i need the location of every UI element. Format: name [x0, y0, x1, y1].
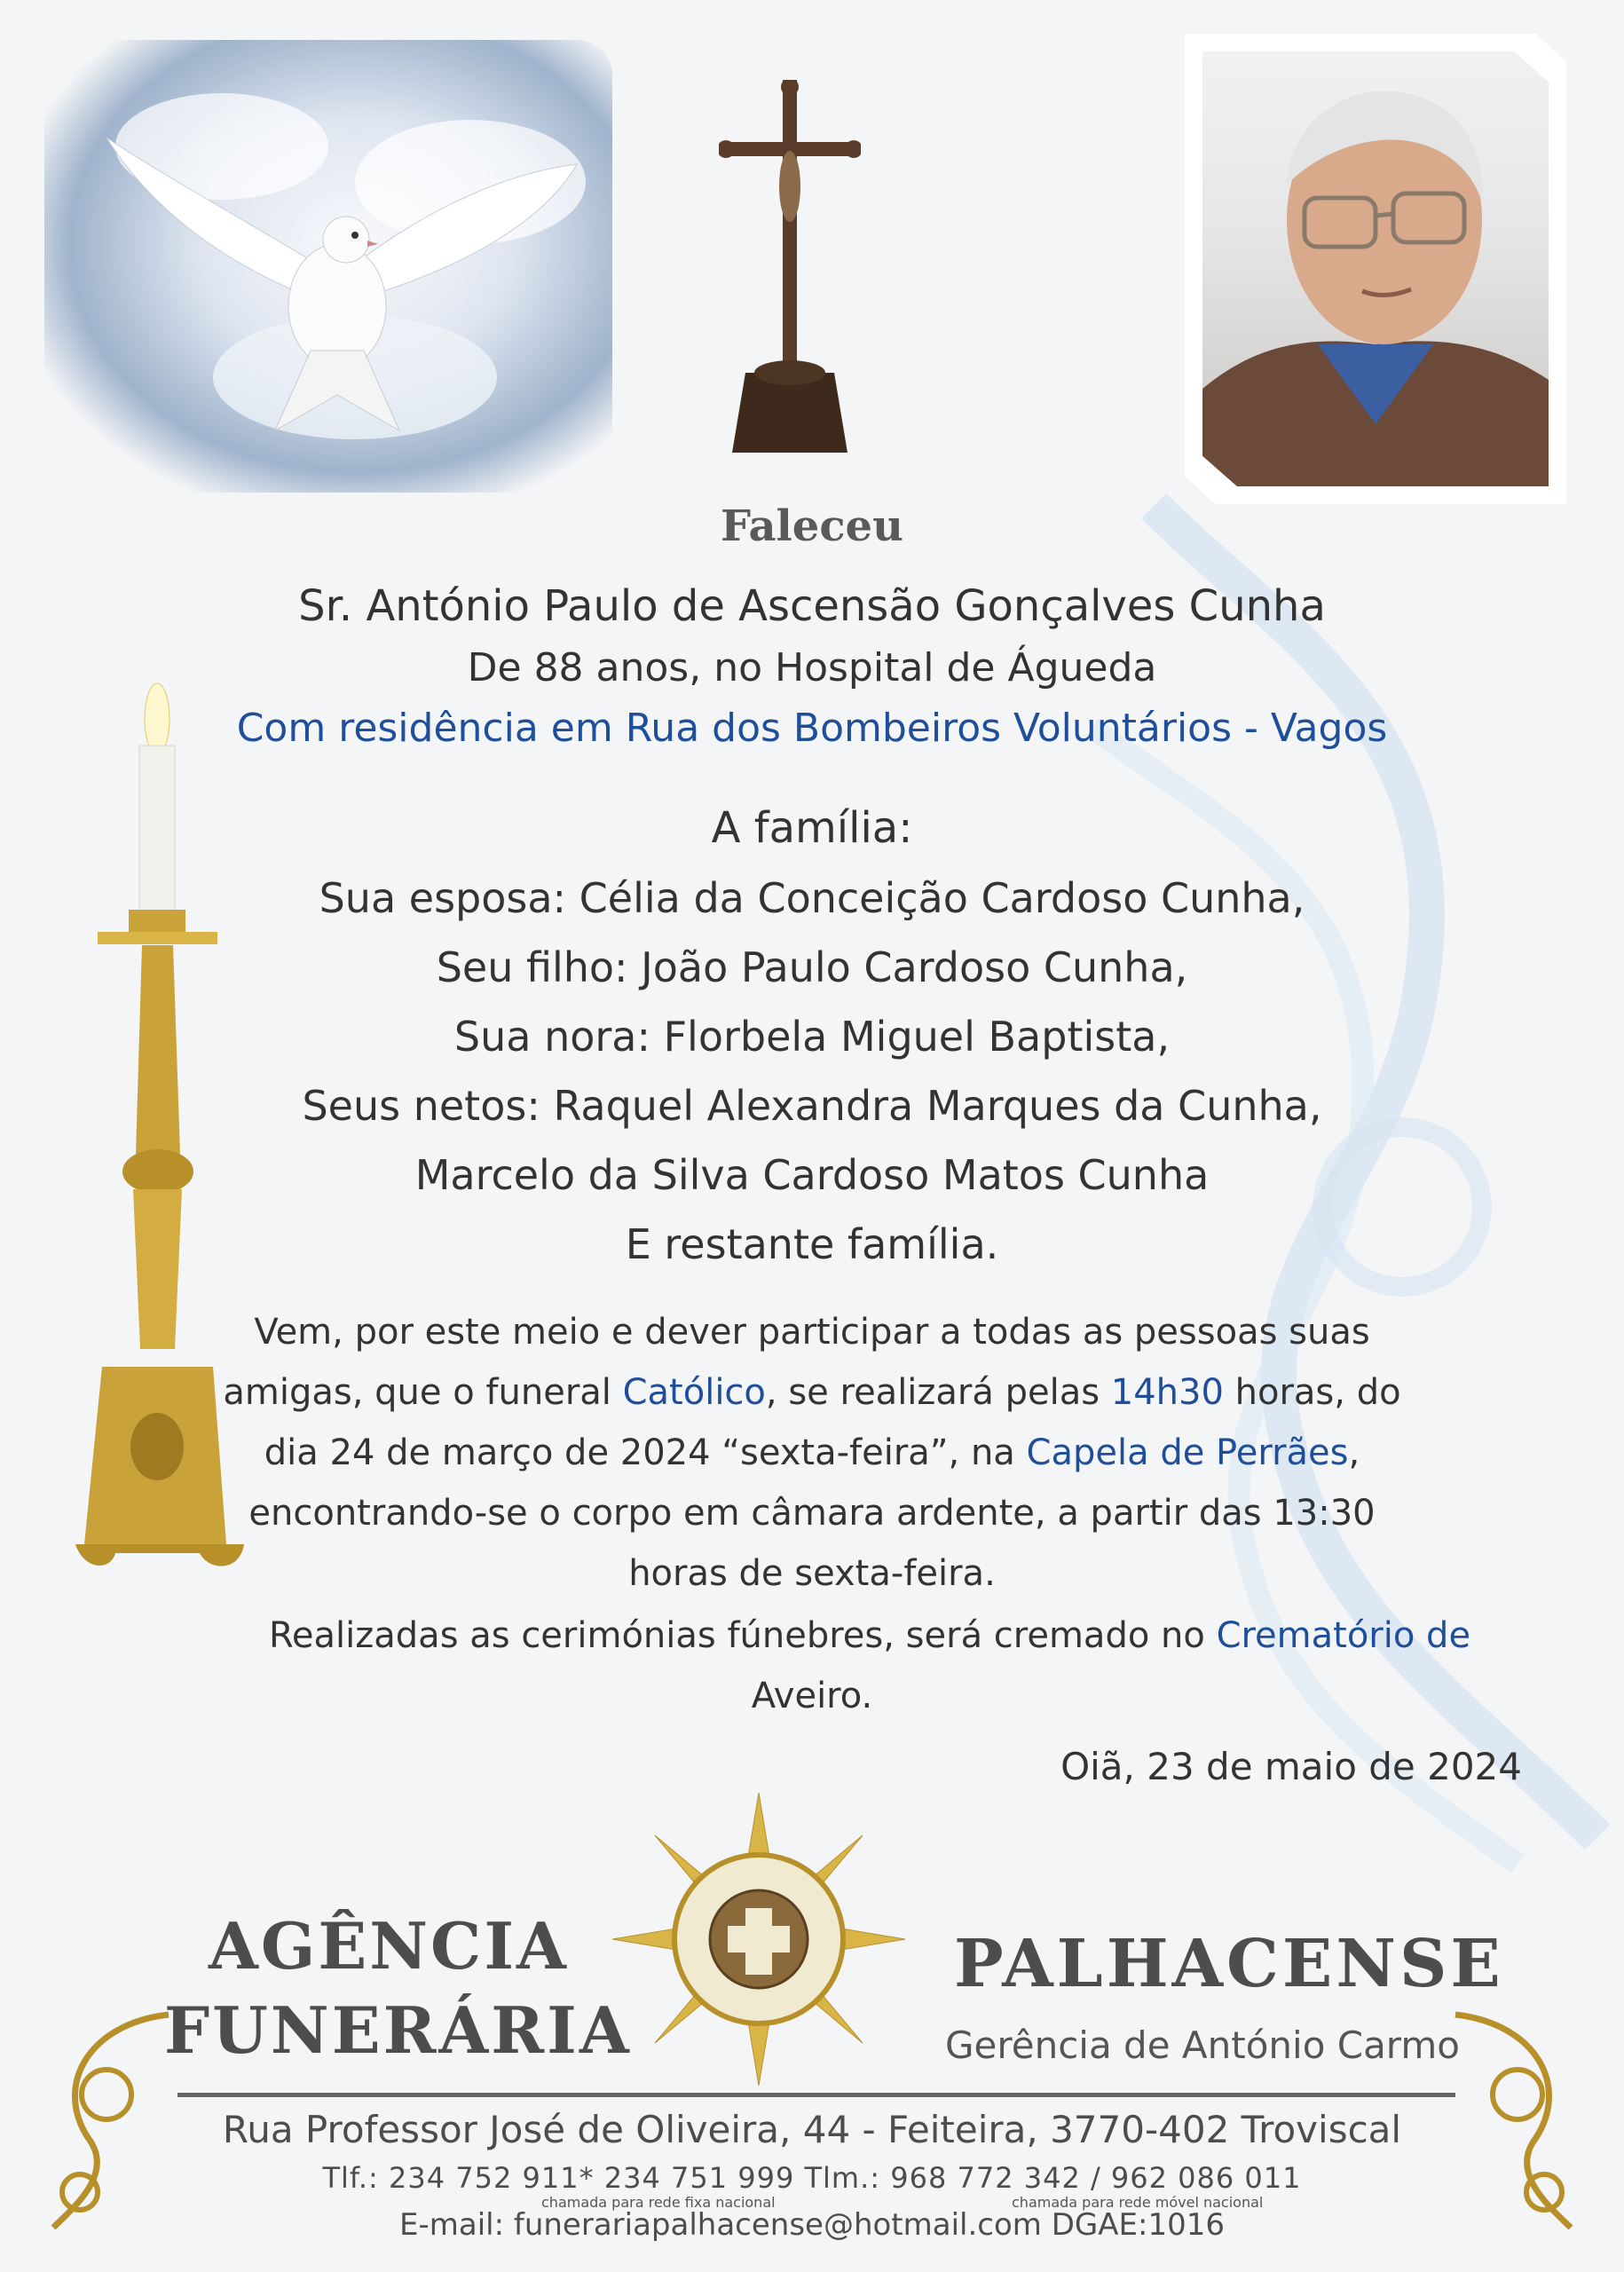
- crematory-name: Crematório de: [1216, 1615, 1471, 1656]
- announcement-line: Realizadas as cerimónias fúnebres, será cremado no Crematório de: [268, 1615, 1471, 1656]
- residence: Com residência em Rua dos Bombeiros Voluntários - Vagos: [236, 706, 1388, 751]
- family-line: Sua nora: Florbela Miguel Baptista,: [453, 1013, 1171, 1061]
- star-emblem-icon: [612, 1793, 905, 2086]
- portrait-photo: [1202, 51, 1549, 486]
- family-line: Sua esposa: Célia da Conceição Cardoso Cunha,: [319, 874, 1305, 922]
- family-line: Marcelo da Silva Cardoso Matos Cunha: [414, 1151, 1210, 1199]
- announcement-date: Oiã, 23 de maio de 2024: [1060, 1745, 1522, 1788]
- agency-email: E-mail: funerariapalhacense@hotmail.com DGAE:1016: [399, 2207, 1225, 2243]
- phone-note-fixed: chamada para rede fixa nacional: [541, 2194, 776, 2211]
- deceased-name: Sr. António Paulo de Ascensão Gonçalves Cunha: [298, 581, 1326, 631]
- announcement-line: horas de sexta-feira.: [628, 1553, 996, 1594]
- announcement-line: encontrando-se o corpo em câmara ardente, a partir das 13:30: [248, 1493, 1376, 1534]
- funeral-type: Católico: [622, 1372, 766, 1413]
- agency-word-funeraria: FUNERÁRIA: [164, 1992, 632, 2068]
- agency-phones: Tlf.: 234 752 911* 234 751 999 Tlm.: 968 772 342 / 962 086 011: [322, 2161, 1302, 2195]
- announcement-line: amigas, que o funeral Católico, se realizará pelas 14h30 horas, do: [223, 1372, 1401, 1413]
- phone-note-mobile: chamada para rede móvel nacional: [1012, 2194, 1264, 2211]
- family-heading: A família:: [711, 803, 913, 853]
- family-line: Seus netos: Raquel Alexandra Marques da Cunha,: [302, 1082, 1322, 1130]
- agency-management: Gerência de António Carmo: [945, 2024, 1460, 2067]
- announcement-line: dia 24 de março de 2024 “sexta-feira”, na Capela de Perrães,: [264, 1432, 1360, 1473]
- announcement-line: Vem, por este meio e dever participar a todas as pessoas suas: [254, 1312, 1370, 1353]
- funeral-time: 14h30: [1110, 1372, 1224, 1413]
- age-place: De 88 anos, no Hospital de Águeda: [467, 645, 1157, 690]
- family-line: Seu filho: João Paulo Cardoso Cunha,: [436, 943, 1188, 991]
- page-title: Faleceu: [721, 501, 903, 551]
- dove-image: [44, 40, 612, 493]
- chapel-name: Capela de Perrães: [1026, 1432, 1349, 1473]
- divider: [177, 2093, 1455, 2097]
- agency-word-palhacense: PALHACENSE: [954, 1926, 1504, 2002]
- family-line: E restante família.: [625, 1220, 999, 1268]
- crucifix-icon: [719, 80, 861, 470]
- crematory-city: Aveiro.: [751, 1676, 873, 1716]
- agency-word-agencia: AGÊNCIA: [209, 1908, 569, 1984]
- agency-address: Rua Professor José de Oliveira, 44 - Feiteira, 3770-402 Troviscal: [222, 2108, 1402, 2151]
